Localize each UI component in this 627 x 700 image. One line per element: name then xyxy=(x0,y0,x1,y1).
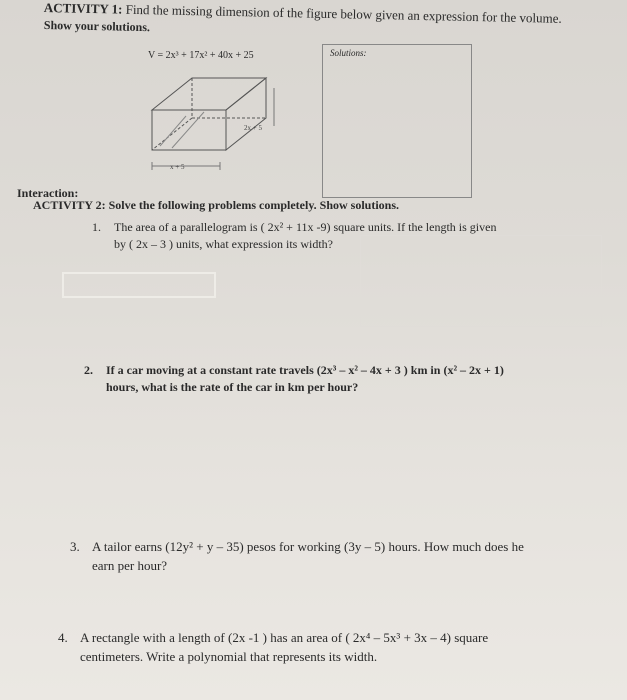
problem-number: 2. xyxy=(84,363,93,377)
problem-text-line: earn per hour? xyxy=(92,558,168,573)
activity2-title: ACTIVITY 2: Solve the following problems completely. Show solutions. xyxy=(33,198,400,212)
problem-text-line: centimeters. Write a polynomial that represents its width. xyxy=(80,649,378,664)
problem-text-line: hours, what is the rate of the car in km per hour? xyxy=(106,380,359,394)
prism-right-face xyxy=(226,78,266,150)
prism-shade-line xyxy=(160,116,186,146)
problem-text-line: A tailor earns (12y² + y – 35) pesos for working (3y – 5) hours. How much does he xyxy=(92,539,524,554)
problem-1 xyxy=(92,219,592,253)
volume-expression: V = 2x³ + 17x² + 40x + 25 xyxy=(148,50,254,61)
activity1-title: ACTIVITY 1: xyxy=(43,0,123,17)
interaction-label: Interaction: xyxy=(17,186,79,200)
width-dimension-label: x + 5 xyxy=(170,163,185,171)
problem-number: 4. xyxy=(58,630,68,645)
bleed-through-box xyxy=(62,272,216,298)
prism-top-face xyxy=(152,78,266,110)
rectangular-prism-figure xyxy=(140,68,290,178)
problem-4 xyxy=(58,628,618,666)
solutions-label: Solutions: xyxy=(330,48,367,58)
activity1-show-solutions: Show your solutions. xyxy=(43,18,151,35)
problem-number: 3. xyxy=(70,539,80,554)
prism-shade-line xyxy=(172,112,204,148)
activity1-instruction: Find the missing dimension of the figure below given an expression for the volume. xyxy=(125,1,562,26)
problem-number: 1. xyxy=(92,220,101,234)
height-dimension-label: 2x + 5 xyxy=(244,124,262,132)
problem-3 xyxy=(70,537,622,575)
prism-front-face xyxy=(152,110,226,150)
prism-hidden-edge xyxy=(152,118,192,150)
problem-text-line: The area of a parallelogram is ( 2x² + 11x -9) square units. If the length is given xyxy=(114,220,497,234)
solutions-box xyxy=(322,44,472,198)
problem-text-line: by ( 2x – 3 ) units, what expression its width? xyxy=(114,237,333,251)
problem-text-line: If a car moving at a constant rate travels (2x³ – x² – 4x + 3 ) km in (x² – 2x + 1) xyxy=(106,363,504,377)
problem-text-line: A rectangle with a length of (2x -1 ) has an area of ( 2x⁴ – 5x³ + 3x – 4) square xyxy=(80,630,489,645)
problem-2 xyxy=(84,362,604,396)
